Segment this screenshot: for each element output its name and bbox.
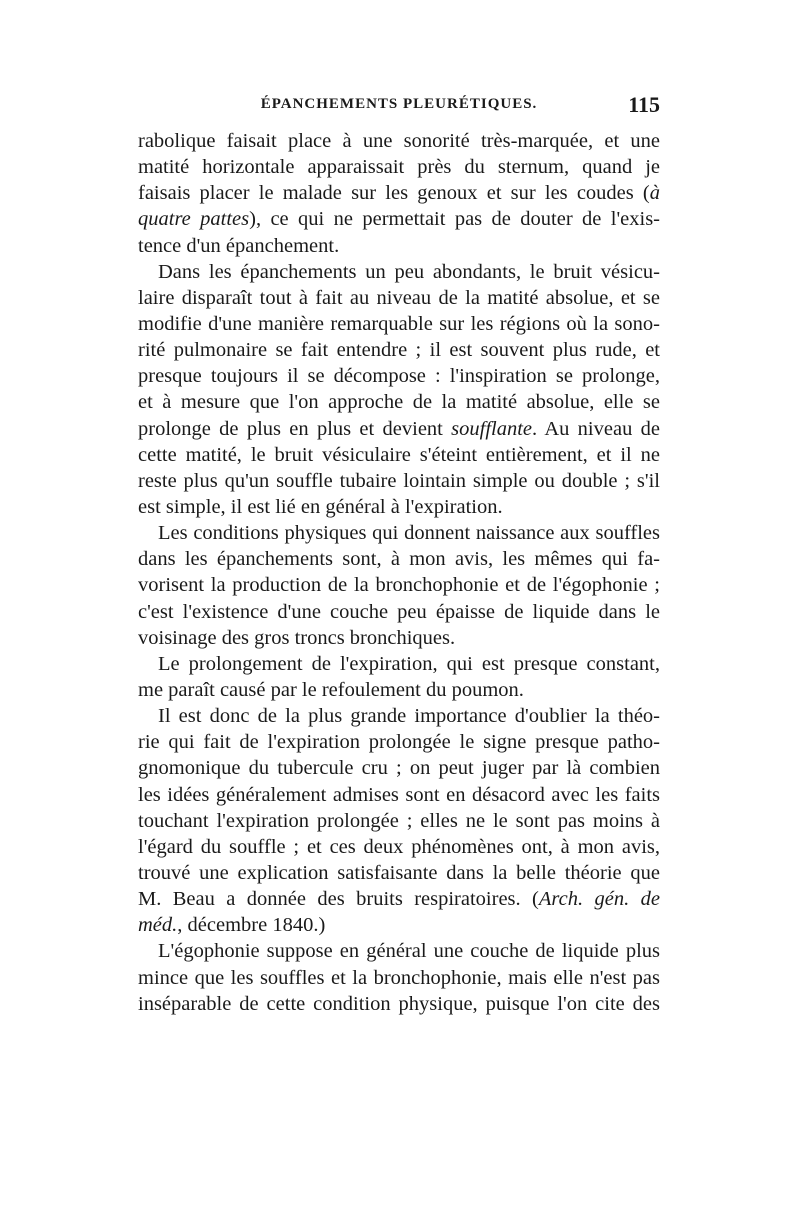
- line-text: voisinage des gros troncs bronchiques.: [138, 626, 456, 649]
- text-line: [138, 808, 660, 834]
- running-head: [138, 92, 660, 122]
- line-text: inséparable de cette condition physique, puisque l'on cite des: [138, 992, 660, 1015]
- line-text: dans les épanchements sont, à mon avis, les mêmes qui fa-: [138, 548, 660, 571]
- text-line: [138, 180, 660, 206]
- text-line: [138, 337, 660, 363]
- line-text: reste plus qu'un souffle tubaire lointain simple ou double ; s'il: [138, 469, 660, 492]
- text-line: [138, 677, 660, 703]
- text-line: [138, 128, 660, 154]
- text-line: [138, 886, 660, 912]
- line-text: , décembre 1840.): [177, 914, 326, 937]
- text-line: [138, 703, 660, 729]
- text-line: [138, 782, 660, 808]
- line-text: gnomonique du tubercule cru ; on peut juger par là combien: [138, 757, 660, 780]
- text-line: [138, 991, 660, 1017]
- line-text: me paraît causé par le refoulement du poumon.: [138, 678, 524, 701]
- line-text: . Au niveau de: [532, 417, 660, 440]
- text-line: [138, 154, 660, 180]
- line-text: et à mesure que l'on approche de la matité absolue, elle se: [138, 391, 660, 414]
- line-text: tence d'un épanchement.: [138, 234, 340, 257]
- text-line: [138, 311, 660, 337]
- line-text: faisais placer le malade sur les genoux et sur les coudes (: [138, 182, 650, 205]
- text-line: [138, 572, 660, 598]
- text-line: [138, 651, 660, 677]
- italic-text: quatre pattes: [138, 208, 250, 231]
- text-line: [138, 625, 660, 651]
- page-number: 115: [628, 92, 660, 117]
- text-line: [138, 442, 660, 468]
- line-text: rie qui fait de l'expiration prolongée le signe presque patho-: [138, 731, 660, 754]
- text-line: [138, 546, 660, 572]
- text-line: [138, 416, 660, 442]
- line-text: l'égard du souffle ; et ces deux phénomènes ont, à mon avis,: [138, 835, 660, 858]
- italic-text: à: [649, 182, 660, 205]
- line-text: M. Beau a donnée des bruits respiratoires. (: [138, 888, 539, 911]
- line-text: Le prolongement de l'expiration, qui est presque constant,: [158, 652, 660, 675]
- text-line: [138, 834, 660, 860]
- line-text: ), ce qui ne permettait pas de douter de l'exis-: [249, 208, 660, 231]
- text-line: [138, 259, 660, 285]
- line-text: prolonge de plus en plus et devient: [138, 417, 452, 440]
- line-text: mince que les souffles et la bronchophonie, mais elle n'est pas: [138, 966, 660, 989]
- italic-text: soufflante: [451, 417, 533, 440]
- text-line: [138, 520, 660, 546]
- text-line: [138, 912, 660, 938]
- line-text: cette matité, le bruit vésiculaire s'éteint entièrement, et il ne: [138, 443, 660, 466]
- line-text: modifie d'une manière remarquable sur les régions où la sono-: [138, 312, 660, 335]
- text-line: [138, 389, 660, 415]
- line-text: les idées généralement admises sont en désacord avec les faits: [138, 783, 660, 806]
- italic-text: Arch. gén. de: [538, 888, 660, 911]
- text-line: [138, 206, 660, 232]
- line-text: rité pulmonaire se fait entendre ; il est souvent plus rude, et: [138, 339, 660, 362]
- text-line: [138, 233, 660, 259]
- text-line: [138, 729, 660, 755]
- line-text: touchant l'expiration prolongée ; elles ne le sont pas moins à: [138, 809, 660, 832]
- text-line: [138, 599, 660, 625]
- line-text: Il est donc de la plus grande importance d'oublier la théo-: [158, 705, 660, 728]
- line-text: Les conditions physiques qui donnent naissance aux souffles: [158, 522, 660, 545]
- line-text: c'est l'existence d'une couche peu épaisse de liquide dans le: [138, 600, 660, 623]
- line-text: Dans les épanchements un peu abondants, le bruit vésicu-: [158, 260, 660, 283]
- line-text: presque toujours il se décompose : l'inspiration se prolonge,: [138, 365, 660, 388]
- text-line: [138, 363, 660, 389]
- line-text: trouvé une explication satisfaisante dans la belle théorie que: [138, 861, 660, 884]
- text-line: [138, 860, 660, 886]
- text-line: [138, 468, 660, 494]
- line-text: laire disparaît tout à fait au niveau de la matité absolue, et se: [138, 286, 660, 309]
- body-text: [138, 128, 660, 1017]
- text-line: [138, 755, 660, 781]
- line-text: rabolique faisait place à une sonorité très-marquée, et une: [138, 130, 660, 152]
- line-text: matité horizontale apparaissait près du sternum, quand je: [138, 156, 660, 179]
- line-text: vorisent la production de la bronchophonie et de l'égophonie ;: [138, 574, 660, 597]
- text-line: [138, 938, 660, 964]
- text-line: [138, 494, 660, 520]
- text-line: [138, 965, 660, 991]
- text-line: [138, 285, 660, 311]
- line-text: L'égophonie suppose en général une couche de liquide plus: [158, 940, 660, 963]
- running-title: ÉPANCHEMENTS PLEURÉTIQUES.: [260, 96, 538, 112]
- italic-text: méd.: [138, 914, 178, 937]
- line-text: est simple, il est lié en général à l'expiration.: [138, 495, 503, 518]
